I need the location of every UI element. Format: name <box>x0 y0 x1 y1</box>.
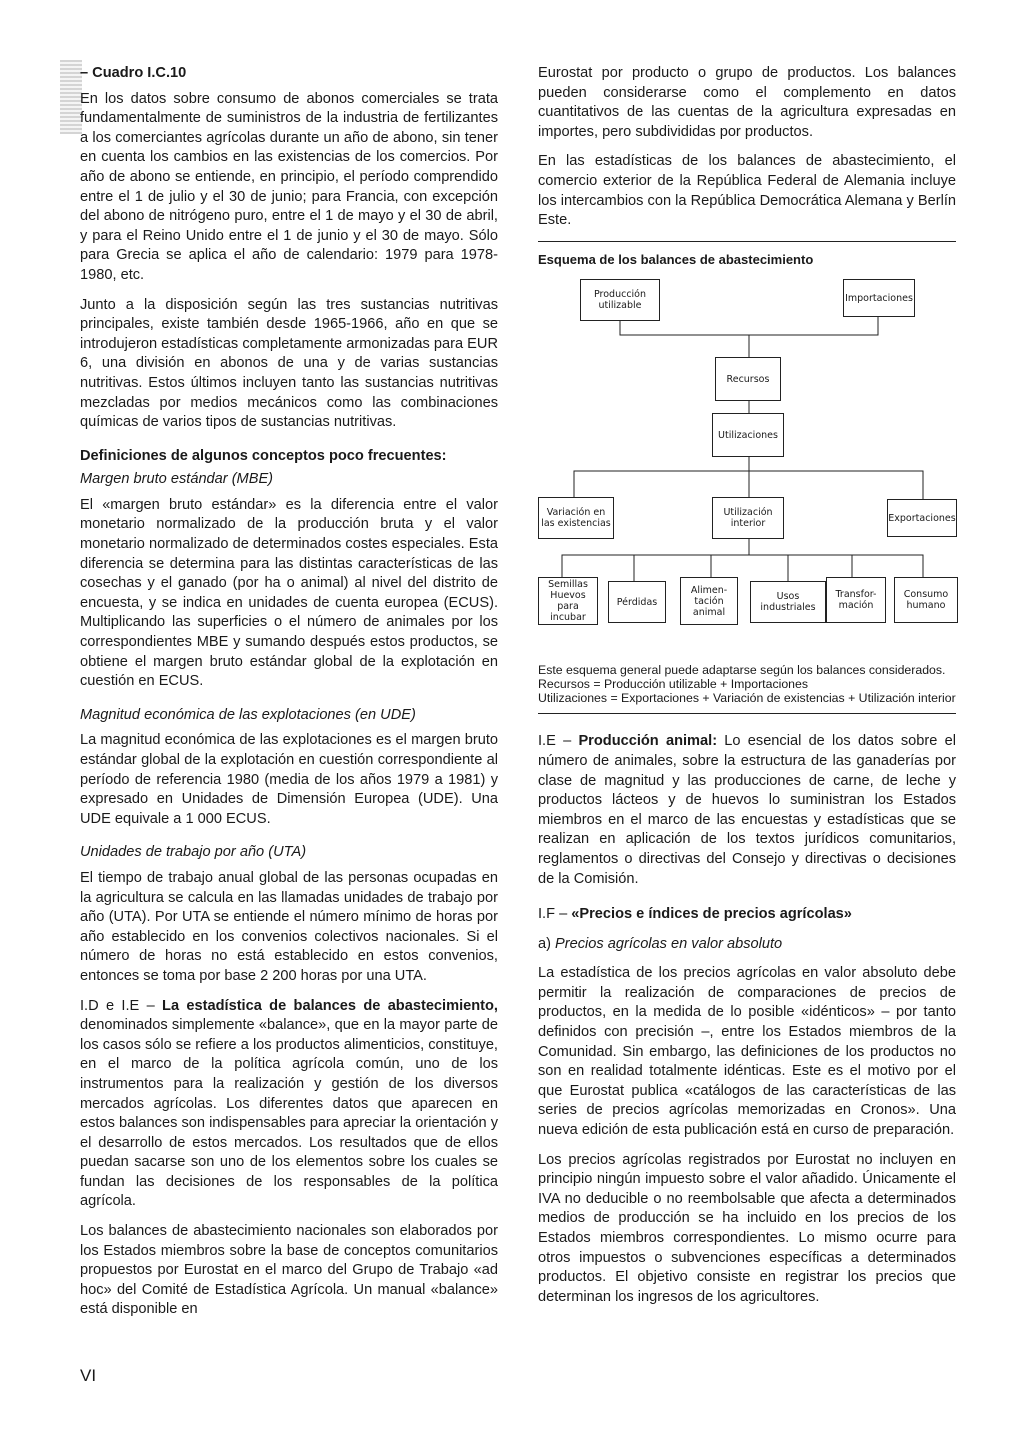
subsection-letter: a) <box>538 935 556 952</box>
section-text: Lo esencial de los datos sobre el número de animales, sobre la estructura de las ganaderías por clase de magnitud y las producciones de carne, de leche y productos lácteos y de huevos lo suministran los Estados miembros en el marco de las encuestas y estadísticas que se realizan en aplicación de los textos jurídicos comunitarios, reglamentos o directivas del Consejo y directivas o decisiones de la Comisión. <box>538 733 956 887</box>
box-semillas: Semillas Huevos para incubar <box>538 577 598 625</box>
box-transformacion: Transfor- mación <box>826 577 886 623</box>
paragraph-nacionales: Los balances de abastecimiento nacionales son elaborados por los Estados miembros sobre la base de conceptos comunitarios propuestos por Eurostat en el marco del Grupo de Trabajo «ad hoc» del Comité de Estadística Agrícola. Un manual «balance» está disponible en <box>80 1223 498 1318</box>
divider <box>538 241 956 242</box>
section-ref: I.F – <box>538 906 572 923</box>
paragraph-sustancias: Junto a la disposición según las tres sustancias nutritivas principales, existe también desde 1965-1966, año en que se introdujeron estadísticas completamente armonizadas para EUR 6, una división en abonos de una y de varias sustancias nutritivas. Estos últimos incluyen tanto las sustancias nutritivas mezcladas por medios mecánicos como las combinaciones químicas de varios tipos de sustancias nutritivas. <box>80 296 498 431</box>
section-precios-heading <box>538 905 956 925</box>
box-utilizaciones: Utilizaciones <box>712 413 784 457</box>
ude-text: La magnitud económica de las explotaciones es el margen bruto estándar global de la explotación en cuestión correspondiente al período de referencia 1980 (media de los años 1979 a 1981) y expresado en Unidades de Dimensión Europea (UDE). Una UDE equivale a 1 000 ECUS. <box>80 732 498 827</box>
box-produccion-utilizable: Producción utilizable <box>580 279 660 321</box>
box-variacion-existencias: Variación en las existencias <box>538 497 614 539</box>
supply-balance-diagram <box>538 279 956 659</box>
schema-title: Esquema de los balances de abastecimiento <box>538 251 814 267</box>
box-exportaciones: Exportaciones <box>887 499 957 537</box>
box-utilizacion-interior: Utilización interior <box>712 497 784 539</box>
paragraph-precios-absolutos: La estadística de los precios agrícolas en valor absoluto debe permitir la realización de comparaciones de precios de productos, en la medida de lo posible «idénticos» – por tanto definidos con precisión –, entre los Estados miembros de la Comunidad. Sin embargo, las definiciones de los productos no son en realidad totalmente idénticas. Este es el motivo por el que Eurostat publica «catálogos de las características de las series de precios agrícolas memorizadas en Cronos». Una nueva edición de esta publicación está en curso de preparación. <box>538 965 956 1139</box>
section-bold-title: Producción animal: <box>578 733 718 750</box>
section-ref: I.E – <box>538 733 579 750</box>
caption-line-2: Recursos = Producción utilizable + Importaciones <box>538 677 808 692</box>
mbe-text: El «margen bruto estándar» es la diferencia entre el valor monetario normalizado de la producción bruta y el valor monetario normalizado de determinados costes especiales. Esta diferencia se determina para las distintas características de las cosechas y el ganado (por ha o animal) al nivel del distrito de encuesta, y se indica en unidades de cuenta europea (ECUS). Multiplicando las superficies o el número de animales por los correspondientes MBE y sumando después estos productos, se obtiene el margen bruto estándar global de la explotación en cuestión en ECUS. <box>80 496 498 690</box>
box-usos-industriales: Usos industriales <box>750 581 826 623</box>
caption-line-1: Este esquema general puede adaptarse según los balances considerados. <box>538 663 946 678</box>
box-recursos: Recursos <box>715 357 781 401</box>
paragraph-abonos: En los datos sobre consumo de abonos comerciales se trata fundamentalmente de suministros de la industria de fertilizantes a los comerciantes agrícolas durante un año de abono, sin tener en cuenta los cambios en las existencias de los comercios. Por año de abono se entiende, en principio, el período comprendido entre el 1 de julio y el 30 de junio; para Francia, con excepción del abono de nitrógeno puro, entre el 1 de mayo y el 30 de abril, y para el Reino Unido entre el 1 de junio y el 30 de mayo. Sólo para Grecia se aplica el año de calendario: 1979 para 1978-1980, etc. <box>80 90 498 283</box>
definitions-heading: Definiciones de algunos conceptos poco frecuentes: <box>80 447 447 464</box>
ude-title: Magnitud económica de las explotaciones (en UDE) <box>80 706 416 723</box>
right-column <box>538 64 956 1317</box>
margin-stamp <box>60 60 82 134</box>
section-bold-title: La estadística de balances de abastecimiento, <box>162 997 498 1014</box>
box-consumo-humano: Consumo humano <box>894 577 958 623</box>
uta-title: Unidades de trabajo por año (UTA) <box>80 844 307 861</box>
subsection-title: Precios agrícolas en valor absoluto <box>555 935 783 952</box>
paragraph-iva: Los precios agrícolas registrados por Eurostat no incluyen en principio ningún impuesto sobre el valor añadido. Únicamente el IVA no deducible o no reembolsable que afecta a determinados medios de producción se ha incluido en los precios de los Estados miembros correspondientes. Lo mismo ocurre para otros impuestos o subvenciones específicas a determinados productos. El objetivo consiste en registrar los precios que determinan los ingresos de los agricultores. <box>538 1151 956 1305</box>
section-ref: I.D e I.E – <box>80 997 163 1014</box>
box-importaciones: Importaciones <box>843 279 915 317</box>
table-reference-heading: – Cuadro I.C.10 <box>80 65 187 81</box>
divider <box>538 713 956 714</box>
mbe-title: Margen bruto estándar (MBE) <box>80 471 274 488</box>
subsection-a-heading <box>538 935 956 955</box>
paragraph-eurostat: Eurostat por producto o grupo de productos. Los balances pueden considerarse como el complemento en datos cuantitativos de las cuentas de la agricultura expresadas en importes, pero subdivididas por productos. <box>538 65 956 140</box>
paragraph-balances <box>80 997 498 1213</box>
paragraph-produccion-animal <box>538 732 956 889</box>
connector-branch-bottom <box>562 555 923 577</box>
section-text: denominados simplemente «balance», que en la mayor parte de los casos sólo se refiere a los productos alimenticios, constituye, en el marco de la política agrícola común, uno de los instrumentos para la realización y gestión de los diversos mercados agrícolas. Los diferentes datos que aparecen en estos balances son indispensables para apreciar la orientación y el desarrollo de estos mercados. Los resultados que de ellos puedan sacarse son uno de los elementos sobre los cuales se fundan las decisiones de los responsables de la política agrícola. <box>80 1017 498 1210</box>
paragraph-comercio: En las estadísticas de los balances de abastecimiento, el comercio exterior de la República Federal de Alemania incluye los intercambios con la República Democrática Alemana y Berlín Este. <box>538 153 956 229</box>
uta-text: El tiempo de trabajo anual global de las personas ocupadas en la agricultura se calcula en las llamadas unidades de trabajo por año (UTA). Por UTA se entiende el número mínimo de horas por año establecido en los convenios colectivos nacionales. Si el número de horas no está establecido en estos convenios, entonces se toma por base 2 200 horas por una UTA. <box>80 869 498 984</box>
section-bold-title: «Precios e índices de precios agrícolas» <box>571 906 852 923</box>
page-number: VI <box>80 1366 97 1385</box>
caption-line-3: Utilizaciones = Exportaciones + Variación de existencias + Utilización interior <box>538 691 956 706</box>
box-alimentacion-animal: Alimen- tación animal <box>680 577 738 625</box>
left-column <box>80 64 498 1330</box>
box-perdidas: Pérdidas <box>608 581 666 623</box>
